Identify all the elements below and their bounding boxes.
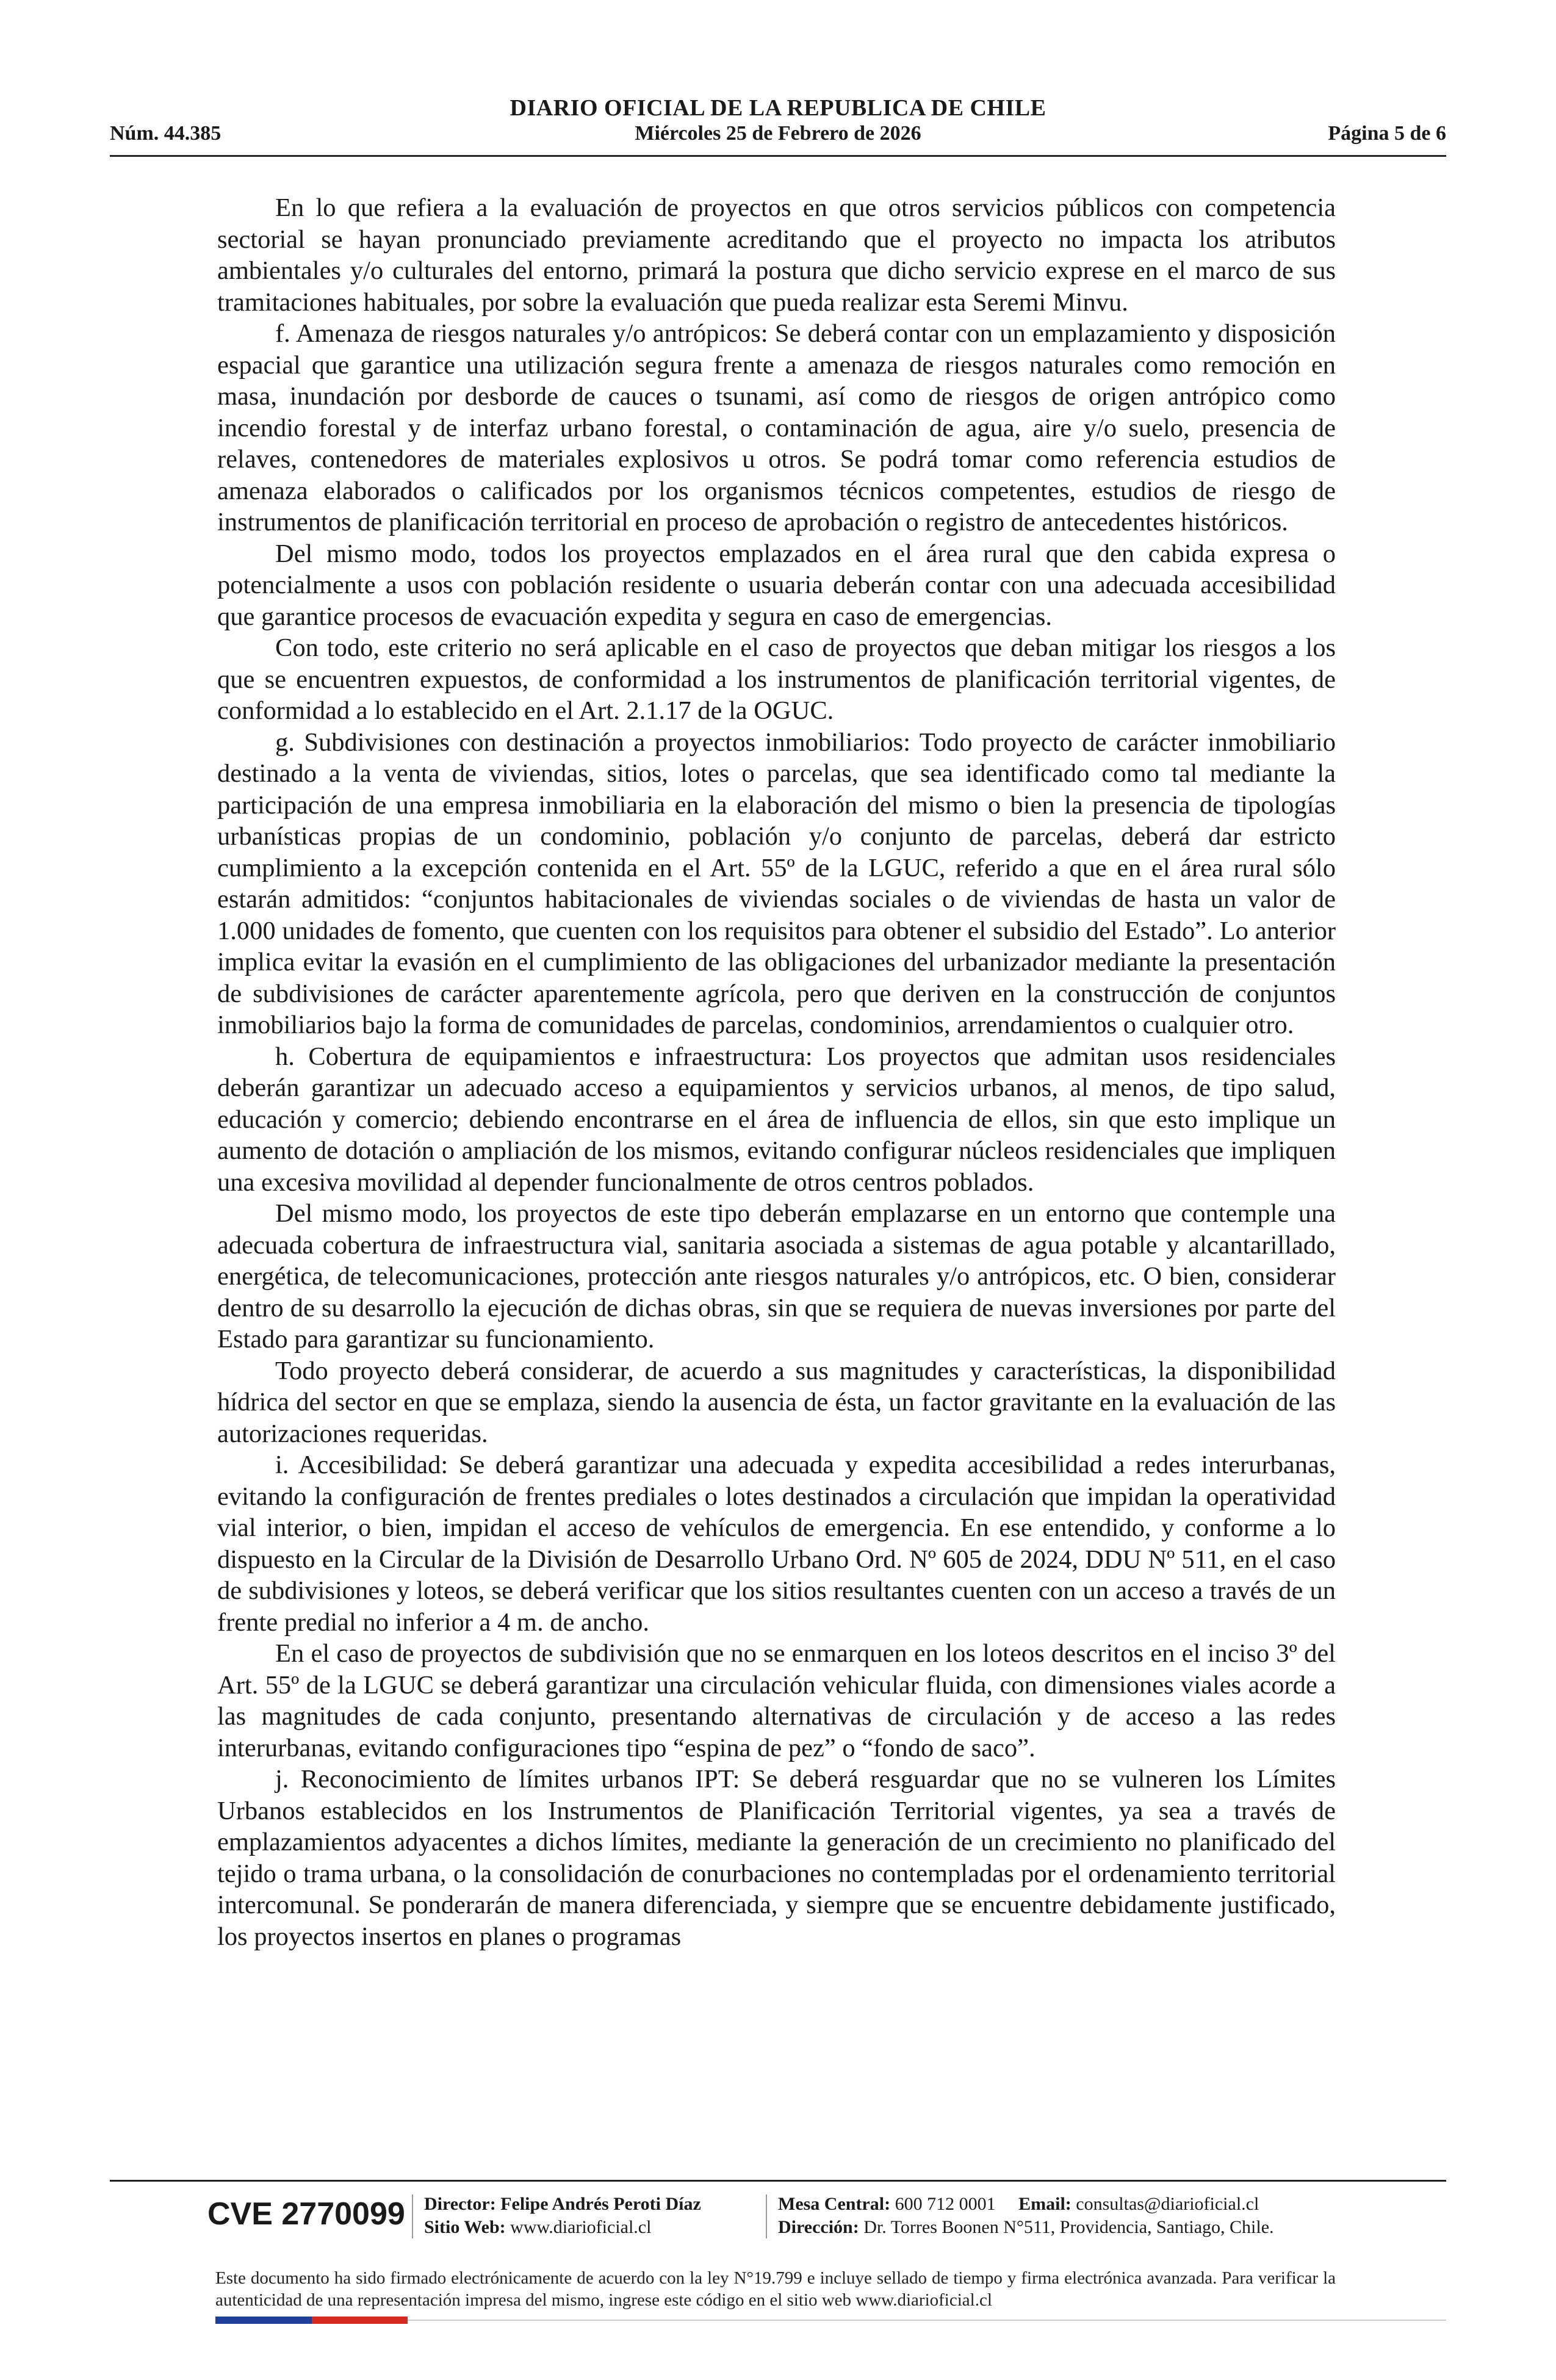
email-link[interactable]: consultas@diarioficial.cl bbox=[1076, 2194, 1259, 2214]
paragraph-section-f: f. Amenaza de riesgos naturales y/o antrópicos: Se deberá contar con un emplazamiento y disposición espacial que garantice una utilización segura frente a amenaza de riesgos naturales como remoción en masa, inundación por desborde de cauces o tsunami, así como de riesgos de origen antrópico como incendio forestal y de interfaz urbano forestal, o contaminación de agua, aire y/o suelo, presencia de relaves, contenedores de materiales explosivos u otros. Se podrá tomar como referencia estudios de amenaza elaborados o calificados por los organismos técnicos competentes, estudios de riesgo de instrumentos de planificación territorial en proceso de aprobación o registro de antecedentes históricos. bbox=[217, 319, 1336, 536]
paragraph-section-g: g. Subdivisiones con destinación a proyectos inmobiliarios: Todo proyecto de carácter inmobiliario destinado a la venta de viviendas, sitios, lotes o parcelas, que sea identificado como tal mediante la participación de una empresa inmobiliaria en la elaboración del mismo o bien la presencia de tipologías urbanísticas propias de un condominio, población y/o conjunto de parcelas, deberá dar estricto cumplimiento a la excepción contenida en el Art. 55º de la LGUC, referido a que en el área rural sólo estarán admitidos: “conjuntos habitacionales de viviendas sociales o de viviendas de hasta un valor de 1.000 unidades de fomento, que cuenten con los requisitos para obtener el subsidio del Estado”. Lo anterior implica evitar la evasión en el cumplimiento de las obligaciones del urbanizador mediante la presentación de subdivisiones de carácter aparentemente agrícola, pero que deriven en la construcción de conjuntos inmobiliarios bajo la forma de comunidades de parcelas, condominios, arrendamientos o cualquier otro. bbox=[217, 727, 1336, 1039]
footer-contact-block bbox=[778, 2193, 1274, 2239]
issue-number: Núm. 44.385 bbox=[110, 122, 222, 145]
blue-stripe bbox=[215, 2317, 312, 2324]
address-value: Dr. Torres Boonen N°511, Providencia, Santiago, Chile. bbox=[863, 2217, 1274, 2237]
document-body bbox=[217, 192, 1336, 1952]
footer-director-block bbox=[424, 2193, 701, 2239]
director-name: Felipe Andrés Peroti Díaz bbox=[500, 2194, 701, 2214]
mesa-label: Mesa Central: bbox=[778, 2194, 891, 2214]
address-label: Dirección: bbox=[778, 2217, 859, 2237]
paragraph-section-i: i. Accesibilidad: Se deberá garantizar una adecuada y expedita accesibilidad a redes interurbanas, evitando la configuración de frentes prediales o lotes destinados a circulación que impidan la operatividad vial interior, o bien, impidan el acceso de vehículos de emergencia. En ese entendido, y conforme a lo dispuesto en la Circular de la División de Desarrollo Urbano Ord. Nº 605 de 2024, DDU Nº 511, en el caso de subdivisiones y loteos, se deberá verificar que los sitios resultantes cuenten con un acceso a través de un frente predial no inferior a 4 m. de ancho. bbox=[217, 1451, 1336, 1637]
bottom-divider bbox=[408, 2320, 1446, 2321]
page-footer bbox=[207, 2190, 1361, 2245]
mesa-phone: 600 712 0001 bbox=[895, 2194, 996, 2214]
email-label: Email: bbox=[1018, 2194, 1072, 2214]
header-divider bbox=[110, 155, 1446, 157]
paragraph: Todo proyecto deberá considerar, de acuerdo a sus magnitudes y características, la disponibilidad hídrica del sector en que se emplaza, siendo la ausencia de ésta, un factor gravitante en la evaluación de las autorizaciones requeridas. bbox=[217, 1356, 1336, 1448]
cve-code: CVE 2770099 bbox=[207, 2196, 405, 2232]
paragraph: En el caso de proyectos de subdivisión que no se enmarquen en los loteos descritos en el inciso 3º del Art. 55º de la LGUC se deberá garantizar una circulación vehicular fluida, con dimensiones viales acorde a las magnitudes de cada conjunto, presentando alternativas de circulación y de acceso a las redes interurbanas, evitando configuraciones tipo “espina de pez” o “fondo de saco”. bbox=[217, 1639, 1336, 1762]
page-header bbox=[110, 92, 1446, 159]
site-link[interactable]: www.diarioficial.cl bbox=[510, 2217, 652, 2237]
flag-stripes bbox=[215, 2317, 408, 2324]
newspaper-title: DIARIO OFICIAL DE LA REPUBLICA DE CHILE bbox=[510, 95, 1046, 121]
paragraph-section-h: h. Cobertura de equipamientos e infraestructura: Los proyectos que admitan usos residenciales deberán garantizar un adecuado acceso a equipamientos y servicios urbanos, al menos, de tipo salud, educación y comercio; debiendo encontrarse en el área de influencia de ellos, sin que esto implique un aumento de dotación o ampliación de los mismos, evitando configurar núcleos residenciales que impliquen una excesiva movilidad al depender funcionalmente de otros centros poblados. bbox=[217, 1042, 1336, 1197]
signature-disclaimer: Este documento ha sido firmado electrónicamente de acuerdo con la ley N°19.799 e incluye sellado de tiempo y firma electrónica avanzada. Para verificar la autenticidad de una representación impresa del mismo, ingrese este código en el sitio web www.diarioficial.cl bbox=[215, 2268, 1336, 2310]
site-label: Sitio Web: bbox=[424, 2217, 506, 2237]
issue-date: Miércoles 25 de Febrero de 2026 bbox=[635, 122, 921, 145]
red-stripe bbox=[312, 2317, 408, 2324]
paragraph: Con todo, este criterio no será aplicable en el caso de proyectos que deban mitigar los riesgos a los que se encuentren expuestos, de conformidad a los instrumentos de planificación territorial vigentes, de conformidad a lo establecido en el Art. 2.1.17 de la OGUC. bbox=[217, 633, 1336, 725]
footer-divider bbox=[110, 2180, 1446, 2182]
footer-separator bbox=[412, 2194, 413, 2238]
director-label: Director: bbox=[424, 2194, 496, 2214]
paragraph: En lo que refiera a la evaluación de proyectos en que otros servicios públicos con competencia sectorial se hayan pronunciado previamente acreditando que el proyecto no impacta los atributos ambientales y/o culturales del entorno, primará la postura que dicho servicio exprese en el marco de sus tramitaciones habituales, por sobre la evaluación que pueda realizar esta Seremi Minvu. bbox=[217, 193, 1336, 317]
paragraph-section-j: j. Reconocimiento de límites urbanos IPT: Se deberá resguardar que no se vulneren los Límites Urbanos establecidos en los Instrumentos de Planificación Territorial vigentes, ya sea a través de emplazamientos adyacentes a dichos límites, mediante la generación de un crecimiento no planificado del tejido o trama urbana, o la consolidación de conurbaciones no contempladas por el ordenamiento territorial intercomunal. Se ponderarán de manera diferenciada, y siempre que se encuentre debidamente justificado, los proyectos insertos en planes o programas bbox=[217, 1765, 1336, 1951]
paragraph: Del mismo modo, los proyectos de este tipo deberán emplazarse en un entorno que contemple una adecuada cobertura de infraestructura vial, sanitaria asociada a sistemas de agua potable y alcantarillado, energética, de telecomunicaciones, protección ante riesgos naturales y/o antrópicos, etc. O bien, considerar dentro de su desarrollo la ejecución de dichas obras, sin que se requiera de nuevas inversiones por parte del Estado para garantizar su funcionamiento. bbox=[217, 1199, 1336, 1354]
page-number: Página 5 de 6 bbox=[1328, 122, 1446, 145]
footer-separator bbox=[766, 2194, 767, 2238]
paragraph: Del mismo modo, todos los proyectos emplazados en el área rural que den cabida expresa o potencialmente a usos con población residente o usuaria deberán contar con una adecuada accesibilidad que garantice procesos de evacuación expedita y segura en caso de emergencias. bbox=[217, 539, 1336, 631]
